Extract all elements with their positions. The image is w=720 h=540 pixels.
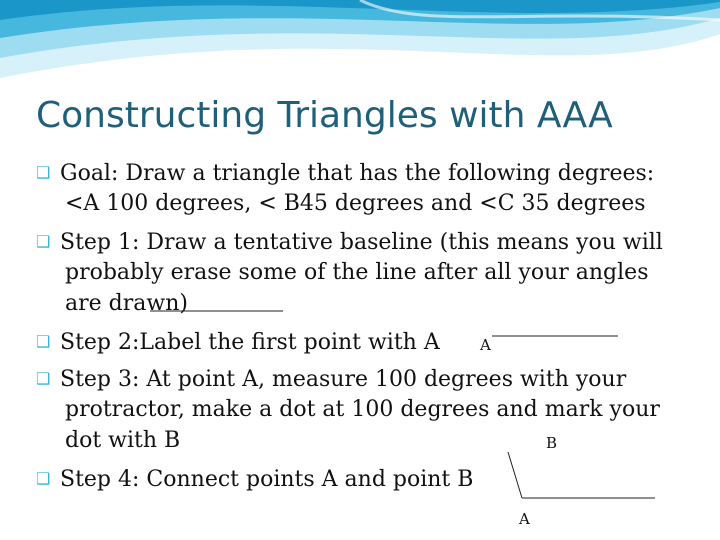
goal-line-2: <A 100 degrees, < B45 degrees and <C 35 degrees	[65, 191, 646, 216]
step1-line-3: are drawn)	[65, 291, 188, 316]
goal-line-1: ❑ Goal: Draw a triangle that has the following degrees:	[36, 158, 654, 189]
point-b-label-step3: B	[546, 434, 558, 452]
step1-line-2: probably erase some of the line after all your angles	[65, 260, 649, 285]
bullet-icon: ❑	[36, 163, 51, 182]
point-a-label-step4: A	[519, 510, 530, 528]
step3-line-1: ❑ Step 3: At point A, measure 100 degrees with your	[36, 364, 626, 395]
bullet-icon: ❑	[36, 232, 51, 251]
side-ab-step4	[508, 452, 522, 498]
slide-title: Constructing Triangles with AAA	[36, 95, 613, 136]
step2-line-1: ❑ Step 2:Label the first point with A	[36, 327, 440, 358]
bullet-icon: ❑	[36, 369, 51, 388]
point-a-label-step2: A	[480, 336, 491, 354]
step1-line-1: ❑ Step 1: Draw a tentative baseline (this means you will	[36, 227, 663, 258]
decorative-wave-banner	[0, 0, 720, 90]
step4-line-1: ❑ Step 4: Connect points A and point B	[36, 464, 473, 495]
bullet-icon: ❑	[36, 332, 51, 351]
step3-line-2: protractor, make a dot at 100 degrees and mark your	[65, 397, 660, 422]
step3-line-3: dot with B	[65, 428, 181, 453]
bullet-icon: ❑	[36, 469, 51, 488]
